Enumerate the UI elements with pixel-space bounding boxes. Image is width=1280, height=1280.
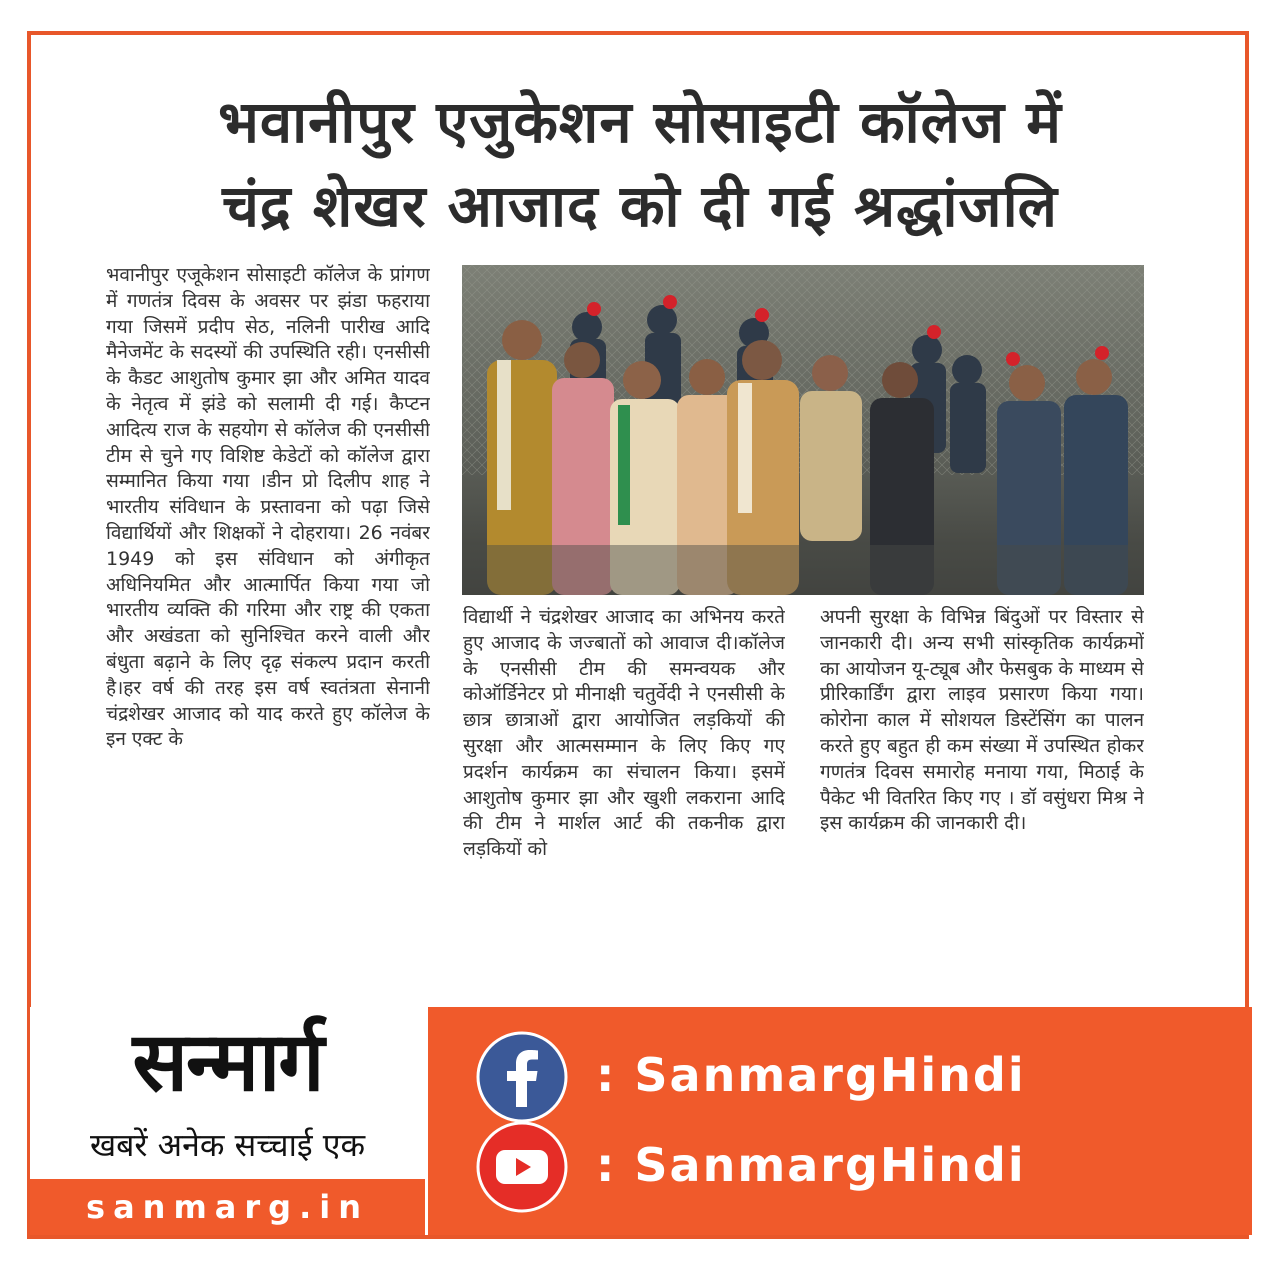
footer-banner <box>30 1007 1252 1235</box>
group-photo <box>462 265 1144 595</box>
headline-line-1: भवानीपुर एजुकेशन सोसाइटी कॉलेज में <box>218 88 1062 156</box>
group-photo-image <box>462 265 1144 595</box>
youtube-handle: : SanmargHindi <box>596 1138 1026 1192</box>
youtube-link[interactable] <box>476 1119 1216 1215</box>
article-column-1: भवानीपुर एजूकेशन सोसाइटी कॉलेज के प्रांगण में गणतंत्र दिवस के अवसर पर झंडा फहराया गया जिसमें प्रदीप सेठ, नलिनी पारीख आदि मैनेजमेंट के सदस्यों की उपस्थिति रही। एनसीसी के कैडट आशुतोष कुमार झा और अमित यादव के नेतृत्व में झंडे को सलामी दी गई। कैप्टन आदित्य राज के सहयोग से कॉलेज की एनसीसी टीम से चुने गए विशिष्ट केडेटों को कॉलेज द्वारा सम्मानित किया गया ।डीन प्रो दिलीप शाह ने भारतीय संविधान के प्रस्तावना को पढ़ा जिसे विद्यार्थियों और शिक्षकों ने दोहराया। 26 नवंबर 1949 को इस संविधान को अंगीकृत अधिनियमित और आत्मार्पित किया गया जो भारतीय व्यक्ति की गरिमा और राष्ट्र की एकता और अखंडता को सुनिश्चित करने वाली और बंधुता बढ़ाने के लिए दृढ़ संकल्प प्रदान करती है।हर वर्ष की तरह इस वर्ष स्वतंत्रता सेनानी चंद्रशेखर आजाद को याद करते हुए कॉलेज के इन एक्ट के <box>106 264 430 751</box>
website-link[interactable]: sanmarg.in <box>30 1179 425 1235</box>
facebook-link[interactable] <box>476 1029 1216 1125</box>
facebook-handle: : SanmargHindi <box>596 1048 1026 1102</box>
brand-logo-box <box>30 1007 425 1235</box>
article-column-3: अपनी सुरक्षा के विभिन्न बिंदुओं पर विस्तार से जानकारी दी। अन्य सभी सांस्कृतिक कार्यक्रमों का आयोजन यू-ट्यूब और फेसबुक के माध्यम से प्रीरिकार्डिंग द्वारा लाइव प्रसारण किया गया। कोरोना काल में सोशयल डिस्टेंसिंग का पालन करते हुए बहुत ही कम संख्या में उपस्थित होकर गणतंत्र दिवस समारोह मनाया गया, मिठाई के पैकेट भी वितरित किए गए । डॉ वसुंधरा मिश्र ने इस कार्यक्रम की जानकारी दी। <box>820 606 1144 835</box>
facebook-icon <box>476 1031 568 1123</box>
article-column-2: विद्यार्थी ने चंद्रशेखर आजाद का अभिनय करते हुए आजाद के जज्बातों को आवाज दी।कॉलेज के एनसीसी टीम की समन्वयक और कोऑर्डिनेटर प्रो मीनाक्षी चतुर्वेदी ने एनसीसी के छात्र छात्राओं द्वारा आयोजित लड़कियों की सुरक्षा और आत्मसम्मान के लिए किए गए प्रदर्शन कार्यक्रम का संचालन किया। इसमें आशुतोष कुमार झा और खुशी लकराना आदि की टीम ने मार्शल आर्ट की तकनीक द्वारा लड़कियों को <box>463 606 785 861</box>
youtube-icon <box>476 1121 568 1213</box>
brand-logo: सन्मार्ग <box>132 1014 323 1110</box>
headline <box>60 80 1220 248</box>
footer-divider <box>425 1007 428 1235</box>
brand-tagline: खबरें अनेक सच्चाई एक <box>89 1126 366 1164</box>
headline-line-2: चंद्र शेखर आजाद को दी गई श्रद्धांजलि <box>222 172 1058 240</box>
